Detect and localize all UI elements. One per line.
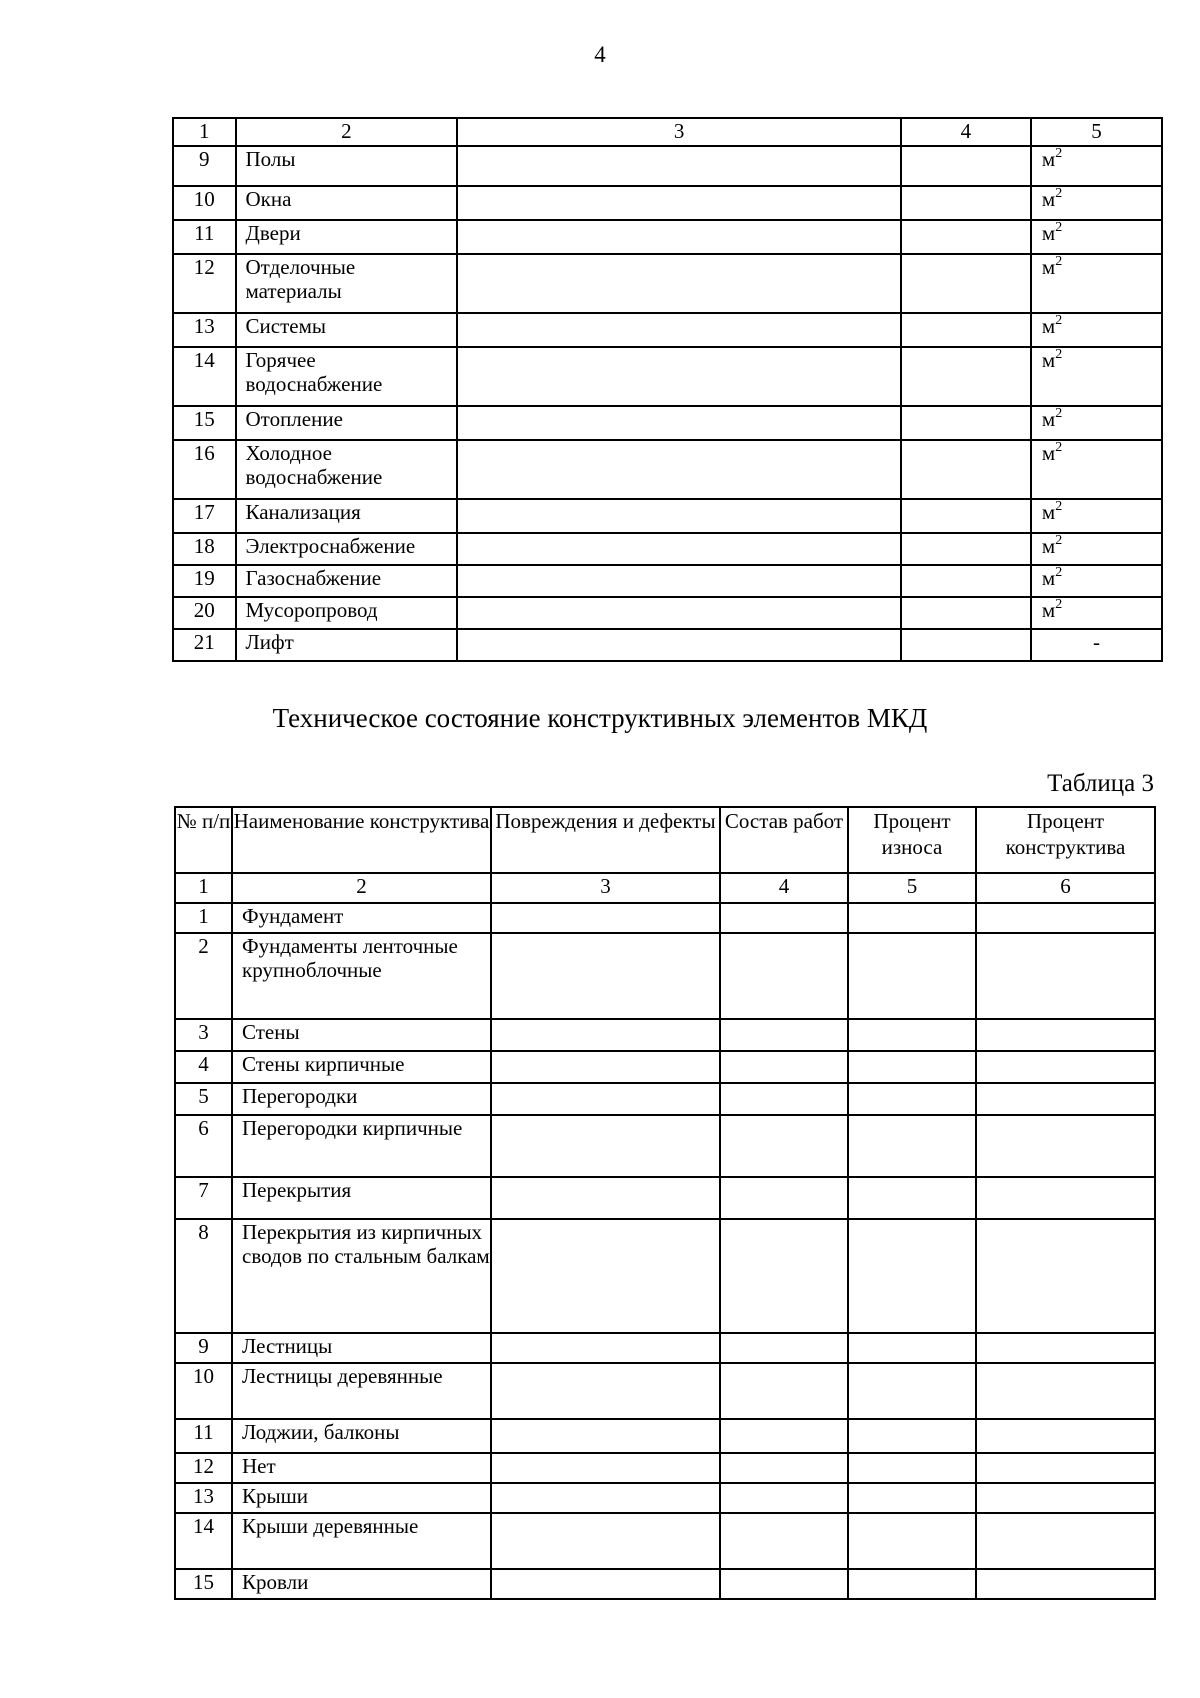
table-row [173, 629, 1162, 661]
row-name: Перегородки [232, 1083, 491, 1115]
unit-cell [1031, 597, 1162, 629]
empty-cell [491, 1419, 720, 1453]
unit-exponent: 2 [1055, 406, 1063, 421]
empty-cell [848, 1219, 976, 1333]
table-row [175, 1219, 1155, 1333]
empty-cell [457, 499, 901, 533]
technical-condition-table [174, 806, 1156, 1600]
empty-cell [457, 597, 901, 629]
empty-cell [457, 440, 901, 499]
column-number: 4 [901, 118, 1031, 146]
unit-label: м [1041, 566, 1056, 590]
row-name: Горячее водоснабжение [236, 347, 458, 406]
unit-label: м [1041, 314, 1056, 338]
empty-cell [976, 1219, 1155, 1333]
empty-cell [720, 1569, 848, 1599]
empty-cell [848, 903, 976, 933]
empty-cell [720, 1219, 848, 1333]
row-name: Перекрытия из кирпичных сводов по стальным балкам [232, 1219, 491, 1333]
empty-cell [457, 533, 901, 565]
unit-label: м [1041, 255, 1056, 279]
row-number: 20 [173, 597, 236, 629]
header-cell: № п/п [175, 807, 232, 873]
table-row [175, 1569, 1155, 1599]
unit-cell [1031, 347, 1162, 406]
row-number: 10 [173, 186, 236, 220]
row-number: 10 [175, 1363, 232, 1419]
empty-cell [976, 903, 1155, 933]
row-number: 11 [173, 220, 236, 254]
table-row [175, 1453, 1155, 1483]
table-row [173, 499, 1162, 533]
row-name: Кровли [232, 1569, 491, 1599]
unit-label: м [1041, 147, 1056, 171]
empty-cell [901, 629, 1031, 661]
empty-cell [720, 1019, 848, 1051]
empty-cell [976, 1177, 1155, 1219]
row-number: 21 [173, 629, 236, 661]
column-number: 5 [1031, 118, 1162, 146]
unit-exponent: 2 [1055, 254, 1063, 269]
unit-label: м [1041, 348, 1056, 372]
column-number: 1 [173, 118, 236, 146]
column-number: 2 [236, 118, 458, 146]
table-row [173, 347, 1162, 406]
empty-cell [901, 499, 1031, 533]
row-number: 17 [173, 499, 236, 533]
empty-cell [491, 933, 720, 1019]
row-name: Двери [236, 220, 458, 254]
unit-label: м [1041, 441, 1056, 465]
row-name: Мусоропровод [236, 597, 458, 629]
empty-cell [720, 1483, 848, 1513]
table-row [173, 254, 1162, 313]
empty-cell [457, 254, 901, 313]
table-row [173, 565, 1162, 597]
table-row [175, 1083, 1155, 1115]
empty-cell [491, 1019, 720, 1051]
empty-cell [976, 1363, 1155, 1419]
row-number: 6 [175, 1115, 232, 1177]
empty-cell [976, 1051, 1155, 1083]
empty-cell [848, 1177, 976, 1219]
row-number: 15 [175, 1569, 232, 1599]
column-number-row [175, 873, 1155, 903]
row-number: 12 [175, 1453, 232, 1483]
header-cell: Повреждения и дефекты [491, 807, 720, 873]
unit-exponent: 2 [1055, 499, 1063, 514]
unit-cell [1031, 533, 1162, 565]
table-row [175, 1419, 1155, 1453]
table-label: Таблица 3 [1047, 770, 1154, 797]
unit-cell [1031, 406, 1162, 440]
row-number: 4 [175, 1051, 232, 1083]
empty-cell [491, 1569, 720, 1599]
unit-exponent: 2 [1055, 186, 1063, 201]
row-name: Лестницы деревянные [232, 1363, 491, 1419]
empty-cell [457, 313, 901, 347]
unit-exponent: 2 [1055, 146, 1063, 161]
row-name: Лифт [236, 629, 458, 661]
page-number: 4 [594, 42, 606, 67]
table-row [175, 1363, 1155, 1419]
unit-label: - [1092, 630, 1100, 654]
empty-cell [720, 1363, 848, 1419]
empty-cell [976, 1453, 1155, 1483]
row-name: Отопление [236, 406, 458, 440]
empty-cell [848, 1513, 976, 1569]
unit-cell [1031, 146, 1162, 186]
column-number: 6 [976, 873, 1155, 903]
unit-label: м [1041, 534, 1056, 558]
empty-cell [491, 1363, 720, 1419]
empty-cell [457, 220, 901, 254]
unit-label: м [1041, 221, 1056, 245]
empty-cell [976, 1019, 1155, 1051]
empty-cell [901, 186, 1031, 220]
empty-cell [848, 1419, 976, 1453]
row-name: Лестницы [232, 1333, 491, 1363]
row-name: Стены [232, 1019, 491, 1051]
empty-cell [491, 1115, 720, 1177]
empty-cell [457, 146, 901, 186]
empty-cell [457, 347, 901, 406]
empty-cell [491, 1453, 720, 1483]
row-number: 11 [175, 1419, 232, 1453]
empty-cell [901, 254, 1031, 313]
row-number: 9 [175, 1333, 232, 1363]
unit-cell [1031, 254, 1162, 313]
row-number: 7 [175, 1177, 232, 1219]
header-cell: Процент износа [848, 807, 976, 873]
header-cell: Наименование конструктива [232, 807, 491, 873]
empty-cell [491, 1333, 720, 1363]
table-row [173, 220, 1162, 254]
table-row [173, 186, 1162, 220]
empty-cell [720, 1083, 848, 1115]
empty-cell [491, 1483, 720, 1513]
unit-cell [1031, 565, 1162, 597]
table-row [175, 1483, 1155, 1513]
empty-cell [901, 347, 1031, 406]
empty-cell [901, 533, 1031, 565]
row-number: 14 [173, 347, 236, 406]
empty-cell [901, 406, 1031, 440]
row-number: 12 [173, 254, 236, 313]
empty-cell [848, 1333, 976, 1363]
row-number: 5 [175, 1083, 232, 1115]
empty-cell [976, 1083, 1155, 1115]
empty-cell [976, 1483, 1155, 1513]
empty-cell [976, 1333, 1155, 1363]
row-name: Фундаменты ленточные крупноблочные [232, 933, 491, 1019]
unit-label: м [1041, 500, 1056, 524]
row-name: Полы [236, 146, 458, 186]
table-row [175, 1019, 1155, 1051]
unit-cell [1031, 313, 1162, 347]
column-number: 3 [457, 118, 901, 146]
empty-cell [848, 1051, 976, 1083]
empty-cell [848, 1453, 976, 1483]
column-number: 3 [491, 873, 720, 903]
empty-cell [457, 565, 901, 597]
row-number: 13 [175, 1483, 232, 1513]
empty-cell [491, 1051, 720, 1083]
empty-cell [848, 1569, 976, 1599]
column-number: 1 [175, 873, 232, 903]
unit-cell [1031, 499, 1162, 533]
empty-cell [457, 186, 901, 220]
empty-cell [491, 1513, 720, 1569]
empty-cell [457, 629, 901, 661]
row-name: Системы [236, 313, 458, 347]
row-name: Крыши [232, 1483, 491, 1513]
empty-cell [720, 1513, 848, 1569]
row-number: 1 [175, 903, 232, 933]
row-number: 2 [175, 933, 232, 1019]
row-number: 14 [175, 1513, 232, 1569]
table-row [173, 533, 1162, 565]
empty-cell [457, 406, 901, 440]
row-name: Крыши деревянные [232, 1513, 491, 1569]
table-row [175, 1115, 1155, 1177]
row-number: 8 [175, 1219, 232, 1333]
unit-exponent: 2 [1055, 440, 1063, 455]
unit-exponent: 2 [1055, 220, 1063, 235]
table-row [173, 146, 1162, 186]
empty-cell [848, 1483, 976, 1513]
header-cell: Процент конструктива [976, 807, 1155, 873]
row-name: Перегородки кирпичные [232, 1115, 491, 1177]
row-name: Холодное водоснабжение [236, 440, 458, 499]
table-row [173, 406, 1162, 440]
unit-exponent: 2 [1055, 597, 1063, 612]
empty-cell [491, 1177, 720, 1219]
row-name: Окна [236, 186, 458, 220]
empty-cell [720, 1333, 848, 1363]
column-number: 4 [720, 873, 848, 903]
empty-cell [901, 220, 1031, 254]
empty-cell [976, 1419, 1155, 1453]
empty-cell [720, 1419, 848, 1453]
unit-exponent: 2 [1055, 533, 1063, 548]
empty-cell [901, 313, 1031, 347]
empty-cell [901, 565, 1031, 597]
unit-label: м [1041, 407, 1056, 431]
table-row [175, 1333, 1155, 1363]
unit-exponent: 2 [1055, 565, 1063, 580]
empty-cell [976, 1569, 1155, 1599]
table-row [175, 1177, 1155, 1219]
row-number: 3 [175, 1019, 232, 1051]
empty-cell [491, 1083, 720, 1115]
empty-cell [848, 933, 976, 1019]
table-row [175, 933, 1155, 1019]
row-name: Лоджии, балконы [232, 1419, 491, 1453]
row-number: 15 [173, 406, 236, 440]
column-number: 2 [232, 873, 491, 903]
empty-cell [901, 597, 1031, 629]
table-row [175, 1051, 1155, 1083]
column-number-row [173, 118, 1162, 146]
unit-exponent: 2 [1055, 313, 1063, 328]
unit-exponent: 2 [1055, 347, 1063, 362]
empty-cell [901, 146, 1031, 186]
empty-cell [720, 1051, 848, 1083]
empty-cell [848, 1083, 976, 1115]
empty-cell [848, 1363, 976, 1419]
empty-cell [976, 1115, 1155, 1177]
unit-cell [1031, 440, 1162, 499]
table-row [173, 313, 1162, 347]
header-cell: Состав работ [720, 807, 848, 873]
unit-cell [1031, 186, 1162, 220]
empty-cell [720, 1453, 848, 1483]
empty-cell [976, 933, 1155, 1019]
row-name: Фундамент [232, 903, 491, 933]
resources-table [172, 117, 1163, 662]
empty-cell [901, 440, 1031, 499]
empty-cell [976, 1513, 1155, 1569]
empty-cell [720, 1177, 848, 1219]
empty-cell [720, 1115, 848, 1177]
unit-label: м [1041, 598, 1056, 622]
row-number: 19 [173, 565, 236, 597]
row-number: 16 [173, 440, 236, 499]
empty-cell [720, 933, 848, 1019]
row-name: Канализация [236, 499, 458, 533]
table-row [173, 440, 1162, 499]
unit-label: м [1041, 187, 1056, 211]
row-name: Электроснабжение [236, 533, 458, 565]
table-row [175, 903, 1155, 933]
unit-cell [1031, 629, 1162, 661]
empty-cell [848, 1019, 976, 1051]
header-row [175, 807, 1155, 873]
row-name: Перекрытия [232, 1177, 491, 1219]
unit-cell [1031, 220, 1162, 254]
empty-cell [491, 903, 720, 933]
table-row [175, 1513, 1155, 1569]
row-name: Газоснабжение [236, 565, 458, 597]
section-title: Техническое состояние конструктивных элементов МКД [272, 703, 928, 733]
empty-cell [491, 1219, 720, 1333]
column-number: 5 [848, 873, 976, 903]
row-number: 18 [173, 533, 236, 565]
row-name: Стены кирпичные [232, 1051, 491, 1083]
row-name: Отделочные материалы [236, 254, 458, 313]
table-row [173, 597, 1162, 629]
row-name: Нет [232, 1453, 491, 1483]
empty-cell [720, 903, 848, 933]
row-number: 13 [173, 313, 236, 347]
row-number: 9 [173, 146, 236, 186]
empty-cell [848, 1115, 976, 1177]
